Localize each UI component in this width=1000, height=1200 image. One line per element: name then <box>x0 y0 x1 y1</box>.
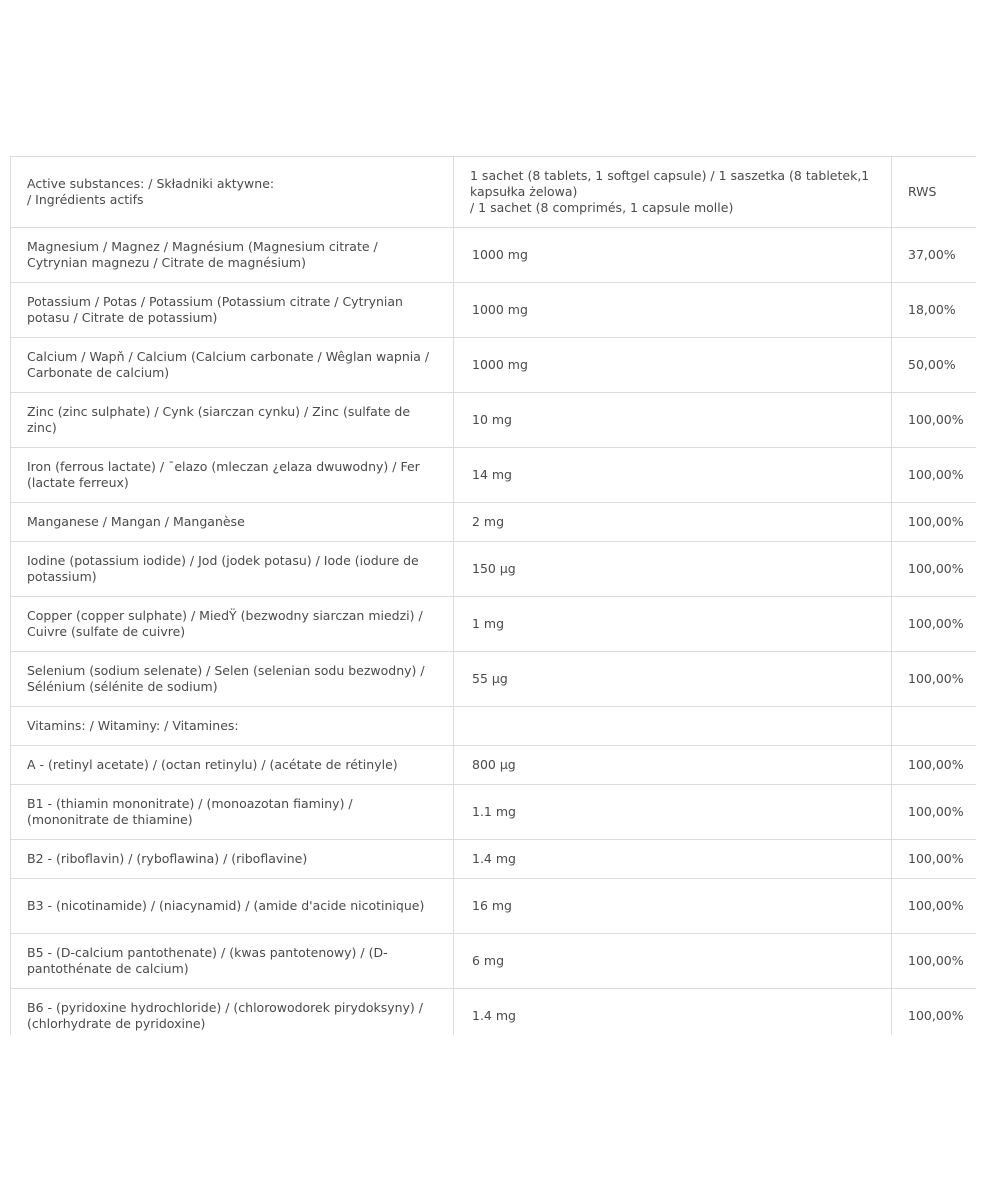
table-row <box>11 597 977 652</box>
table-row <box>11 840 977 879</box>
substance-cell: B3 - (nicotinamide) / (niacynamid) / (amide d'acide nicotinique) <box>11 879 454 934</box>
table-row <box>11 879 977 934</box>
rws-cell: 100,00% <box>892 934 977 989</box>
header-substance: Active substances: / Składniki aktywne: / Ingrédients actifs <box>11 157 454 228</box>
substance-cell: Iron (ferrous lactate) / ˉelazo (mleczan ¿elaza dwuwodny) / Fer (lactate ferreux) <box>11 448 454 503</box>
rws-cell: 18,00% <box>892 283 977 338</box>
table-row <box>11 393 977 448</box>
table-row <box>11 228 977 283</box>
amount-cell: 2 mg <box>454 503 892 542</box>
amount-cell: 1000 mg <box>454 338 892 393</box>
amount-cell: 10 mg <box>454 393 892 448</box>
table-row <box>11 542 977 597</box>
amount-cell <box>454 707 892 746</box>
substance-cell: Calcium / Wapň / Calcium (Calcium carbonate / Wêglan wapnia / Carbonate de calcium) <box>11 338 454 393</box>
amount-cell: 16 mg <box>454 879 892 934</box>
amount-cell: 1.1 mg <box>454 785 892 840</box>
header-rws: RWS <box>892 157 977 228</box>
rws-cell: 100,00% <box>892 542 977 597</box>
substance-cell: Iodine (potassium iodide) / Jod (jodek potasu) / Iode (iodure de potassium) <box>11 542 454 597</box>
substance-cell: Manganese / Mangan / Manganèse <box>11 503 454 542</box>
substance-cell: Zinc (zinc sulphate) / Cynk (siarczan cynku) / Zinc (sulfate de zinc) <box>11 393 454 448</box>
amount-cell: 1.4 mg <box>454 840 892 879</box>
substance-cell: Magnesium / Magnez / Magnésium (Magnesium citrate / Cytrynian magnezu / Citrate de magnésium) <box>11 228 454 283</box>
substance-cell: B6 - (pyridoxine hydrochloride) / (chlorowodorek pirydoksyny) / (chlorhydrate de pyridoxine) <box>11 989 454 1036</box>
substance-cell: A - (retinyl acetate) / (octan retinylu) / (acétate de rétinyle) <box>11 746 454 785</box>
rws-cell: 100,00% <box>892 393 977 448</box>
table-row <box>11 448 977 503</box>
nutrition-table-container <box>10 156 976 1035</box>
rws-cell: 37,00% <box>892 228 977 283</box>
substance-cell: B5 - (D-calcium pantothenate) / (kwas pantotenowy) / (D-pantothénate de calcium) <box>11 934 454 989</box>
rws-cell: 100,00% <box>892 879 977 934</box>
rws-cell <box>892 707 977 746</box>
amount-cell: 1.4 mg <box>454 989 892 1036</box>
substance-cell: Potassium / Potas / Potassium (Potassium citrate / Cytrynian potasu / Citrate de potassium) <box>11 283 454 338</box>
amount-cell: 1000 mg <box>454 283 892 338</box>
rws-cell: 100,00% <box>892 746 977 785</box>
table-row <box>11 785 977 840</box>
amount-cell: 55 µg <box>454 652 892 707</box>
table-row <box>11 338 977 393</box>
rws-cell: 50,00% <box>892 338 977 393</box>
substance-cell: Copper (copper sulphate) / MiedŸ (bezwodny siarczan miedzi) / Cuivre (sulfate de cuivre) <box>11 597 454 652</box>
nutrition-table <box>10 156 976 1035</box>
table-header-row <box>11 157 977 228</box>
rws-cell: 100,00% <box>892 785 977 840</box>
substance-cell: B2 - (riboflavin) / (ryboflawina) / (riboflavine) <box>11 840 454 879</box>
amount-cell: 150 µg <box>454 542 892 597</box>
substance-cell: Selenium (sodium selenate) / Selen (selenian sodu bezwodny) / Sélénium (sélénite de sodium) <box>11 652 454 707</box>
substance-cell: Vitamins: / Witaminy: / Vitamines: <box>11 707 454 746</box>
amount-cell: 6 mg <box>454 934 892 989</box>
header-amount: 1 sachet (8 tablets, 1 softgel capsule) / 1 saszetka (8 tabletek,1 kapsułka żelowa) / 1 sachet (8 comprimés, 1 capsule molle) <box>454 157 892 228</box>
amount-cell: 800 µg <box>454 746 892 785</box>
table-row <box>11 503 977 542</box>
substance-cell: B1 - (thiamin mononitrate) / (monoazotan fiaminy) / (mononitrate de thiamine) <box>11 785 454 840</box>
rws-cell: 100,00% <box>892 989 977 1036</box>
table-row <box>11 707 977 746</box>
table-row <box>11 746 977 785</box>
rws-cell: 100,00% <box>892 448 977 503</box>
amount-cell: 14 mg <box>454 448 892 503</box>
amount-cell: 1000 mg <box>454 228 892 283</box>
rws-cell: 100,00% <box>892 597 977 652</box>
amount-cell: 1 mg <box>454 597 892 652</box>
table-row <box>11 652 977 707</box>
table-row <box>11 283 977 338</box>
table-row <box>11 934 977 989</box>
rws-cell: 100,00% <box>892 503 977 542</box>
table-row <box>11 989 977 1036</box>
rws-cell: 100,00% <box>892 652 977 707</box>
rws-cell: 100,00% <box>892 840 977 879</box>
